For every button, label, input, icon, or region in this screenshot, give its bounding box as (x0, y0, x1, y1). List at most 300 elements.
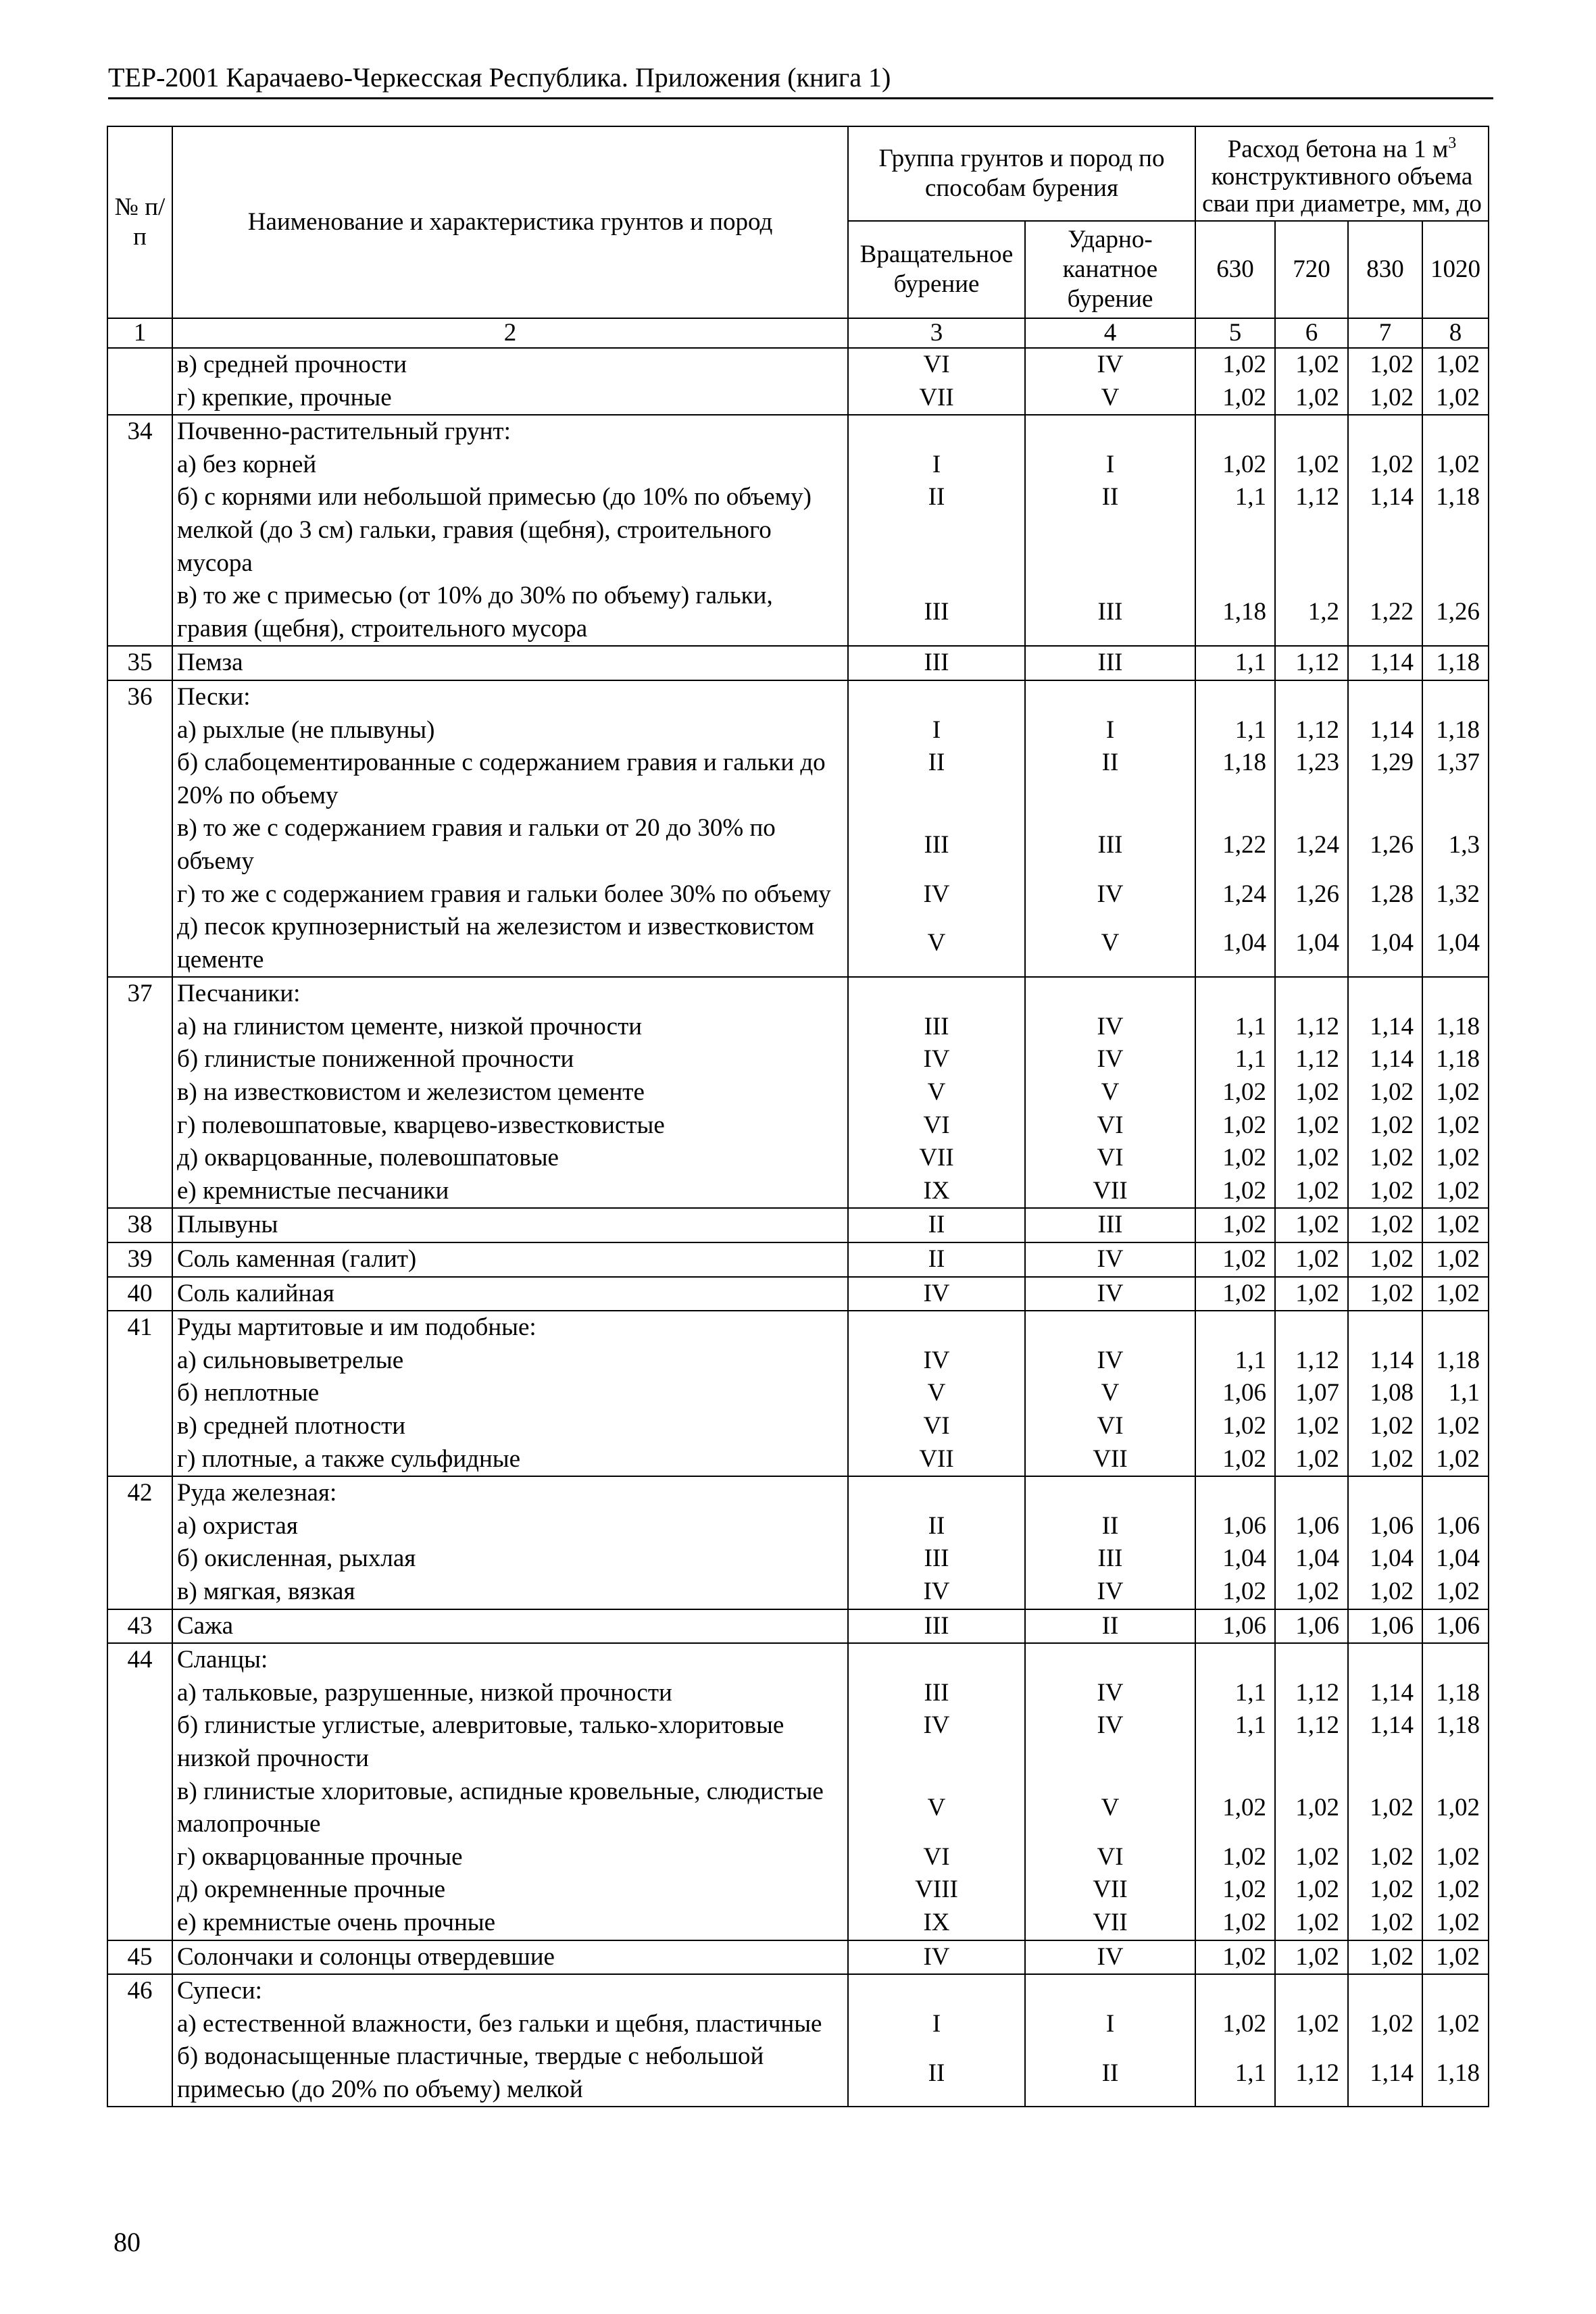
value-d630: 1,1 (1195, 1344, 1275, 1378)
table-row (107, 714, 1489, 747)
row-number (107, 1410, 172, 1443)
group-percussion: VI (1025, 1410, 1195, 1443)
table-row (107, 2040, 1489, 2107)
group-percussion: IV (1025, 1011, 1195, 1044)
group-rotary (848, 1974, 1025, 2008)
row-number (107, 348, 172, 382)
table-row (107, 1841, 1489, 1874)
value-d830: 1,02 (1348, 1109, 1422, 1142)
value-d1020: 1,06 (1422, 1609, 1489, 1644)
table-row (107, 646, 1489, 680)
value-d830: 1,04 (1348, 911, 1422, 977)
group-percussion: I (1025, 2008, 1195, 2041)
value-d720: 1,02 (1275, 1208, 1348, 1242)
value-d720: 1,12 (1275, 1677, 1348, 1710)
row-number (107, 2040, 172, 2107)
value-d830: 1,02 (1348, 1776, 1422, 1841)
group-percussion: V (1025, 1776, 1195, 1841)
row-name: в) то же с примесью (от 10% до 30% по объему) гальки, гравия (щебня), строительного мусора (172, 580, 848, 646)
row-name: б) с корнями или небольшой примесью (до 10% по объему) мелкой (до 3 см) гальки, гравия (щебня), строительного мусора (172, 481, 848, 580)
value-d1020: 1,18 (1422, 1344, 1489, 1378)
row-name: в) на известковистом и железистом цементе (172, 1076, 848, 1109)
value-d1020 (1422, 415, 1489, 449)
group-percussion: VI (1025, 1841, 1195, 1874)
row-number (107, 1109, 172, 1142)
value-d830: 1,02 (1348, 1443, 1422, 1477)
value-d830: 1,02 (1348, 449, 1422, 482)
table-row (107, 1643, 1489, 1677)
value-d830 (1348, 977, 1422, 1011)
value-d1020: 1,02 (1422, 2008, 1489, 2041)
value-d1020: 1,02 (1422, 1142, 1489, 1175)
group-rotary (848, 415, 1025, 449)
table-row (107, 1076, 1489, 1109)
value-d630: 1,1 (1195, 1043, 1275, 1076)
table-row (107, 2008, 1489, 2041)
value-d830: 1,02 (1348, 1175, 1422, 1209)
row-name: в) средней плотности (172, 1410, 848, 1443)
value-d630: 1,02 (1195, 1208, 1275, 1242)
row-name: Соль каменная (галит) (172, 1242, 848, 1277)
table-row (107, 449, 1489, 482)
row-name: б) окисленная, рыхлая (172, 1542, 848, 1576)
value-d720: 1,07 (1275, 1377, 1348, 1410)
row-number (107, 1175, 172, 1209)
value-d720: 1,02 (1275, 1940, 1348, 1975)
value-d720: 1,02 (1275, 1142, 1348, 1175)
value-d1020: 1,02 (1422, 1175, 1489, 1209)
group-percussion: III (1025, 1208, 1195, 1242)
value-d630: 1,06 (1195, 1510, 1275, 1543)
header-d630: 630 (1195, 221, 1275, 318)
group-rotary: V (848, 1377, 1025, 1410)
value-d830: 1,14 (1348, 1677, 1422, 1710)
row-number (107, 1873, 172, 1907)
value-d630 (1195, 680, 1275, 714)
table-row (107, 1576, 1489, 1609)
group-percussion: IV (1025, 1677, 1195, 1710)
value-d1020: 1,18 (1422, 1043, 1489, 1076)
row-number (107, 382, 172, 416)
group-percussion: VI (1025, 1142, 1195, 1175)
value-d1020: 1,02 (1422, 1076, 1489, 1109)
row-name: Сланцы: (172, 1643, 848, 1677)
column-number: 8 (1422, 318, 1489, 348)
value-d720 (1275, 1476, 1348, 1510)
value-d630: 1,04 (1195, 911, 1275, 977)
row-name: Соль калийная (172, 1277, 848, 1311)
row-name: д) песок крупнозернистый на железистом и известковистом цементе (172, 911, 848, 977)
value-d720: 1,02 (1275, 1175, 1348, 1209)
value-d720: 1,23 (1275, 747, 1348, 812)
value-d1020: 1,18 (1422, 1709, 1489, 1775)
table-row (107, 1443, 1489, 1477)
table-row (107, 1277, 1489, 1311)
row-number: 37 (107, 977, 172, 1011)
value-d830 (1348, 1311, 1422, 1344)
row-name: д) окремненные прочные (172, 1873, 848, 1907)
value-d720: 1,02 (1275, 449, 1348, 482)
group-percussion: V (1025, 1076, 1195, 1109)
column-number: 3 (848, 318, 1025, 348)
table-row (107, 1344, 1489, 1378)
page-header: ТЕР-2001 Карачаево-Черкесская Республика. Приложения (книга 1) (108, 62, 1493, 99)
value-d1020: 1,04 (1422, 1542, 1489, 1576)
value-d830: 1,14 (1348, 646, 1422, 680)
group-rotary: IV (848, 1043, 1025, 1076)
value-d630: 1,02 (1195, 1410, 1275, 1443)
row-number (107, 1142, 172, 1175)
row-number: 40 (107, 1277, 172, 1311)
table-row (107, 747, 1489, 812)
group-rotary: V (848, 911, 1025, 977)
value-d720: 1,12 (1275, 714, 1348, 747)
value-d830: 1,02 (1348, 348, 1422, 382)
value-d630: 1,1 (1195, 1709, 1275, 1775)
value-d1020: 1,06 (1422, 1510, 1489, 1543)
value-d630 (1195, 1476, 1275, 1510)
value-d630: 1,1 (1195, 1011, 1275, 1044)
group-percussion: V (1025, 1377, 1195, 1410)
value-d720 (1275, 1974, 1348, 2008)
column-number: 7 (1348, 318, 1422, 348)
row-name: Руда железная: (172, 1476, 848, 1510)
value-d720: 1,12 (1275, 1344, 1348, 1378)
table-row (107, 911, 1489, 977)
row-number: 39 (107, 1242, 172, 1277)
value-d720: 1,02 (1275, 1907, 1348, 1940)
value-d630: 1,22 (1195, 812, 1275, 878)
row-name: Пески: (172, 680, 848, 714)
value-d1020 (1422, 1476, 1489, 1510)
value-d1020 (1422, 977, 1489, 1011)
value-d830: 1,29 (1348, 747, 1422, 812)
row-number: 34 (107, 415, 172, 449)
row-name: Солончаки и солонцы отвердевшие (172, 1940, 848, 1975)
row-name: г) то же с содержанием гравия и гальки более 30% по объему (172, 878, 848, 911)
value-d720: 1,12 (1275, 1709, 1348, 1775)
group-percussion: V (1025, 911, 1195, 977)
group-rotary: II (848, 1510, 1025, 1543)
row-number (107, 1776, 172, 1841)
value-d630: 1,02 (1195, 1076, 1275, 1109)
value-d630: 1,02 (1195, 1776, 1275, 1841)
value-d720 (1275, 1311, 1348, 1344)
table-row (107, 1907, 1489, 1940)
header-group: Группа грунтов и пород по способам бурения (848, 126, 1195, 221)
table-row (107, 1208, 1489, 1242)
row-name: е) кремнистые песчаники (172, 1175, 848, 1209)
value-d830: 1,02 (1348, 1277, 1422, 1311)
value-d630: 1,02 (1195, 1277, 1275, 1311)
value-d630: 1,02 (1195, 2008, 1275, 2041)
value-d1020: 1,02 (1422, 1841, 1489, 1874)
group-percussion: III (1025, 646, 1195, 680)
value-d830: 1,04 (1348, 1542, 1422, 1576)
group-percussion: III (1025, 812, 1195, 878)
group-rotary: II (848, 1242, 1025, 1277)
row-name: г) окварцованные прочные (172, 1841, 848, 1874)
group-percussion (1025, 1974, 1195, 2008)
value-d630: 1,02 (1195, 1873, 1275, 1907)
row-number (107, 580, 172, 646)
value-d720: 1,02 (1275, 1576, 1348, 1609)
value-d720: 1,02 (1275, 1410, 1348, 1443)
row-name: Пемза (172, 646, 848, 680)
value-d630: 1,02 (1195, 1576, 1275, 1609)
value-d720: 1,02 (1275, 2008, 1348, 2041)
value-d720: 1,02 (1275, 1277, 1348, 1311)
group-percussion: I (1025, 449, 1195, 482)
value-d1020: 1,02 (1422, 1443, 1489, 1477)
row-number (107, 1907, 172, 1940)
value-d1020 (1422, 680, 1489, 714)
value-d630: 1,02 (1195, 1242, 1275, 1277)
group-percussion: IV (1025, 1940, 1195, 1975)
value-d630: 1,02 (1195, 382, 1275, 416)
value-d1020 (1422, 1974, 1489, 2008)
table-row (107, 878, 1489, 911)
value-d630: 1,04 (1195, 1542, 1275, 1576)
value-d830: 1,14 (1348, 714, 1422, 747)
table-row (107, 1709, 1489, 1775)
group-percussion (1025, 1476, 1195, 1510)
value-d1020: 1,02 (1422, 1907, 1489, 1940)
row-name: б) глинистые пониженной прочности (172, 1043, 848, 1076)
group-percussion: IV (1025, 1277, 1195, 1311)
value-d720: 1,06 (1275, 1510, 1348, 1543)
group-rotary (848, 1476, 1025, 1510)
row-name: б) глинистые углистые, алевритовые, талько-хлоритовые низкой прочности (172, 1709, 848, 1775)
value-d630: 1,24 (1195, 878, 1275, 911)
value-d630 (1195, 415, 1275, 449)
group-rotary (848, 1643, 1025, 1677)
row-number: 38 (107, 1208, 172, 1242)
row-number (107, 1677, 172, 1710)
table-row (107, 1776, 1489, 1841)
row-number: 43 (107, 1609, 172, 1644)
table-row (107, 580, 1489, 646)
value-d720: 1,02 (1275, 1242, 1348, 1277)
value-d630: 1,02 (1195, 1142, 1275, 1175)
group-percussion: IV (1025, 1242, 1195, 1277)
row-name: б) водонасыщенные пластичные, твердые с небольшой примесью (до 20% по объему) мелкой (172, 2040, 848, 2107)
row-number (107, 1011, 172, 1044)
value-d630: 1,1 (1195, 646, 1275, 680)
value-d830: 1,02 (1348, 1940, 1422, 1975)
value-d630: 1,1 (1195, 714, 1275, 747)
group-rotary: III (848, 812, 1025, 878)
table-row (107, 1011, 1489, 1044)
group-rotary: VIII (848, 1873, 1025, 1907)
value-d720 (1275, 680, 1348, 714)
group-percussion: IV (1025, 348, 1195, 382)
group-percussion: IV (1025, 1043, 1195, 1076)
row-name: в) средней прочности (172, 348, 848, 382)
row-number (107, 2008, 172, 2041)
header-name: Наименование и характеристика грунтов и пород (172, 126, 848, 318)
group-rotary: VII (848, 1142, 1025, 1175)
row-number (107, 1076, 172, 1109)
row-name: Сажа (172, 1609, 848, 1644)
row-name: а) на глинистом цементе, низкой прочности (172, 1011, 848, 1044)
value-d1020: 1,02 (1422, 1776, 1489, 1841)
row-name: д) окварцованные, полевошпатовые (172, 1142, 848, 1175)
value-d830: 1,06 (1348, 1609, 1422, 1644)
value-d1020: 1,02 (1422, 1277, 1489, 1311)
soil-consumption-table (107, 126, 1489, 2107)
value-d630: 1,02 (1195, 348, 1275, 382)
value-d830: 1,02 (1348, 1242, 1422, 1277)
table-row (107, 481, 1489, 580)
row-name: в) мягкая, вязкая (172, 1576, 848, 1609)
value-d630: 1,1 (1195, 2040, 1275, 2107)
row-name: Супеси: (172, 1974, 848, 2008)
group-percussion (1025, 1311, 1195, 1344)
group-rotary: II (848, 481, 1025, 580)
value-d830: 1,14 (1348, 1043, 1422, 1076)
group-rotary: II (848, 2040, 1025, 2107)
value-d720: 1,02 (1275, 1076, 1348, 1109)
header-percussion: Ударно-канатное бурение (1025, 221, 1195, 318)
value-d830: 1,02 (1348, 382, 1422, 416)
row-name: г) крепкие, прочные (172, 382, 848, 416)
value-d830: 1,02 (1348, 1873, 1422, 1907)
value-d830: 1,02 (1348, 1142, 1422, 1175)
table-row (107, 1476, 1489, 1510)
group-percussion: III (1025, 580, 1195, 646)
value-d830: 1,02 (1348, 1907, 1422, 1940)
table-row (107, 1043, 1489, 1076)
group-rotary: II (848, 747, 1025, 812)
group-percussion: IV (1025, 1709, 1195, 1775)
table-row (107, 1175, 1489, 1209)
value-d1020: 1,1 (1422, 1377, 1489, 1410)
value-d630 (1195, 977, 1275, 1011)
group-rotary: VI (848, 1841, 1025, 1874)
row-number: 35 (107, 646, 172, 680)
value-d720 (1275, 1643, 1348, 1677)
row-number (107, 1841, 172, 1874)
value-d720 (1275, 415, 1348, 449)
value-d1020: 1,02 (1422, 1242, 1489, 1277)
group-percussion: IV (1025, 878, 1195, 911)
value-d830: 1,14 (1348, 481, 1422, 580)
group-percussion: III (1025, 1542, 1195, 1576)
group-rotary (848, 680, 1025, 714)
group-rotary (848, 1311, 1025, 1344)
header-consumption-sup: 3 (1448, 134, 1457, 153)
value-d630 (1195, 1643, 1275, 1677)
group-percussion: VII (1025, 1873, 1195, 1907)
row-name: г) полевошпатовые, кварцево-известковистые (172, 1109, 848, 1142)
row-number: 45 (107, 1940, 172, 1975)
table-row (107, 680, 1489, 714)
group-rotary (848, 977, 1025, 1011)
group-percussion (1025, 415, 1195, 449)
value-d720: 1,04 (1275, 911, 1348, 977)
value-d830: 1,26 (1348, 812, 1422, 878)
table-row (107, 1510, 1489, 1543)
group-rotary: III (848, 1011, 1025, 1044)
value-d1020: 1,02 (1422, 1208, 1489, 1242)
value-d720: 1,12 (1275, 2040, 1348, 2107)
group-rotary: VII (848, 1443, 1025, 1477)
table-row (107, 1542, 1489, 1576)
value-d1020: 1,02 (1422, 1109, 1489, 1142)
row-number (107, 1377, 172, 1410)
row-number (107, 812, 172, 878)
value-d630: 1,1 (1195, 481, 1275, 580)
row-name: б) слабоцементированные с содержанием гравия и гальки до 20% по объему (172, 747, 848, 812)
value-d720: 1,02 (1275, 1873, 1348, 1907)
value-d1020 (1422, 1311, 1489, 1344)
value-d630: 1,06 (1195, 1377, 1275, 1410)
value-d1020: 1,02 (1422, 1940, 1489, 1975)
table-row (107, 1410, 1489, 1443)
row-name: Песчаники: (172, 977, 848, 1011)
value-d1020: 1,02 (1422, 449, 1489, 482)
group-percussion: V (1025, 382, 1195, 416)
value-d1020: 1,18 (1422, 1677, 1489, 1710)
value-d1020 (1422, 1643, 1489, 1677)
value-d830: 1,02 (1348, 1576, 1422, 1609)
group-rotary: VI (848, 1109, 1025, 1142)
header-consumption-rest: конструктивного объема (1211, 162, 1473, 191)
row-number (107, 1576, 172, 1609)
row-name: г) плотные, а также сульфидные (172, 1443, 848, 1477)
row-number: 46 (107, 1974, 172, 2008)
table-row (107, 812, 1489, 878)
value-d720: 1,02 (1275, 1109, 1348, 1142)
header-num: № п/п (107, 126, 172, 318)
value-d830: 1,02 (1348, 1410, 1422, 1443)
value-d1020: 1,18 (1422, 2040, 1489, 2107)
table-row (107, 1142, 1489, 1175)
value-d830 (1348, 415, 1422, 449)
group-rotary: IV (848, 878, 1025, 911)
value-d1020: 1,02 (1422, 348, 1489, 382)
group-percussion: VII (1025, 1175, 1195, 1209)
value-d830 (1348, 1476, 1422, 1510)
row-name: е) кремнистые очень прочные (172, 1907, 848, 1940)
value-d630: 1,02 (1195, 1940, 1275, 1975)
value-d720: 1,06 (1275, 1609, 1348, 1644)
group-percussion (1025, 680, 1195, 714)
table-row (107, 382, 1489, 416)
group-rotary: VII (848, 382, 1025, 416)
group-percussion (1025, 1643, 1195, 1677)
table-row (107, 348, 1489, 382)
table-row (107, 1873, 1489, 1907)
row-number (107, 878, 172, 911)
row-name: а) охристая (172, 1510, 848, 1543)
value-d1020: 1,18 (1422, 1011, 1489, 1044)
column-number: 6 (1275, 318, 1348, 348)
row-name: Плывуны (172, 1208, 848, 1242)
value-d630 (1195, 1974, 1275, 2008)
group-rotary: IX (848, 1175, 1025, 1209)
group-percussion: IV (1025, 1576, 1195, 1609)
table-body (107, 318, 1489, 2107)
table-row (107, 1377, 1489, 1410)
value-d720: 1,02 (1275, 382, 1348, 416)
row-name: б) неплотные (172, 1377, 848, 1410)
value-d720: 1,12 (1275, 1043, 1348, 1076)
group-rotary: V (848, 1776, 1025, 1841)
value-d720: 1,04 (1275, 1542, 1348, 1576)
value-d720: 1,02 (1275, 1776, 1348, 1841)
